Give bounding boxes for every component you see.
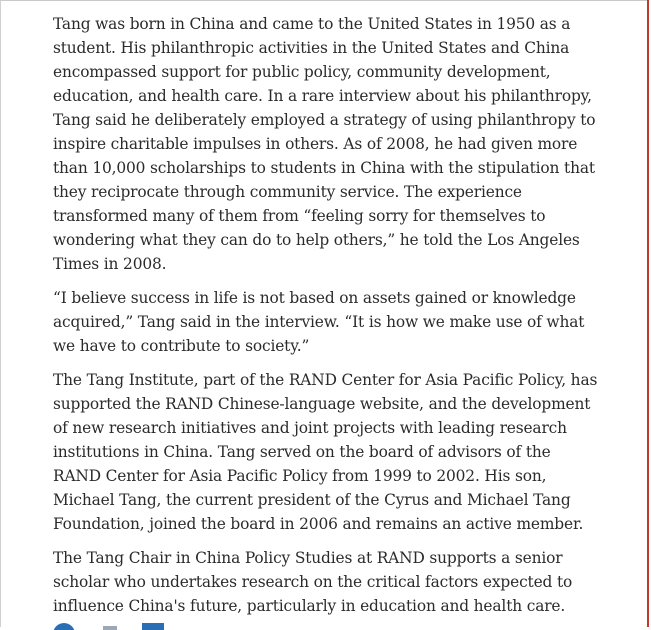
- paragraph-3: The Tang Institute, part of the RAND Center for Asia Pacific Policy, has supported the RAND Chinese-language website, and the development of new research initiatives and joint projects with leading research institutions in China. Tang served on the board of advisors of the RAND Center for Asia Pacific Policy from 1999 to 2002. His son, Michael Tang, the current president of the Cyrus and Michael Tang Foundation, joined the board in 2006 and remains an active member.: [53, 371, 598, 533]
- paragraph-2: “I believe success in life is not based on assets gained or knowledge acquired,” Tang said in the interview. “It is how we make use of what we have to contribute to society.”: [53, 289, 585, 355]
- paragraph-4: The Tang Chair in China Policy Studies at RAND supports a senior scholar who undertakes research on the critical factors expected to influence China's future, particularly in education and health care.: [53, 549, 573, 615]
- article-body: [53, 12, 601, 628]
- share-bar: [53, 620, 253, 630]
- paragraph-1: Tang was born in China and came to the United States in 1950 as a student. His philanthropic activities in the United States and China encompassed support for public policy, community development, education, and health care. In a rare interview about his philanthropy, Tang said he deliberately employed a strategy of using philanthropy to inspire charitable impulses in others. As of 2008, he had given more than 10,000 scholarships to students in China with the stipulation that they reciprocate through community service. The experience transformed many of them from “feeling sorry for themselves to wondering what they can do to help others,” he told the Los Angeles Times in 2008.: [53, 15, 596, 273]
